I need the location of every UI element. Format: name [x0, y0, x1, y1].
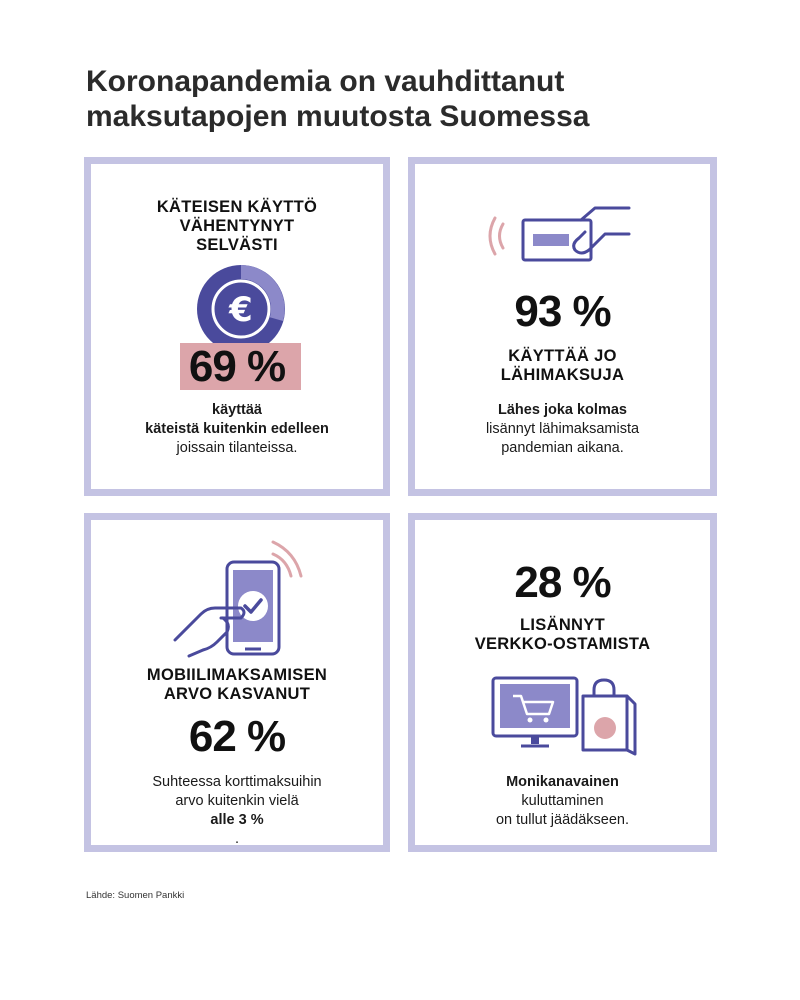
- contactless-desc-line-2: pandemian aikana.: [501, 440, 624, 456]
- cash-heading: [91, 198, 383, 255]
- cash-usage-card: [84, 157, 390, 496]
- cash-desc-line-3: joissain tilanteissa.: [176, 440, 298, 456]
- mobile-payment-icon: [165, 532, 315, 662]
- mobile-desc-line-1: Suhteessa korttimaksuihin: [152, 774, 322, 790]
- mobile-heading-line-2: ARVO KASVANUT: [163, 685, 311, 703]
- mobile-description: [91, 773, 383, 849]
- source-note: Lähde: Suomen Pankki: [86, 890, 185, 901]
- online-shopping-icon: [491, 674, 647, 756]
- mobile-heading: [91, 666, 383, 704]
- contactless-desc-line-1: lisännyt lähimaksamista: [485, 421, 640, 437]
- online-heading: [415, 616, 710, 654]
- cash-value: 69 %: [188, 342, 286, 391]
- online-heading-line-1: LISÄNNYT: [520, 616, 605, 634]
- contactless-desc-bold: Lähes joka kolmas: [498, 402, 627, 418]
- contactless-heading-line-2: LÄHIMAKSUJA: [500, 366, 625, 384]
- contactless-description: [415, 401, 710, 458]
- mobile-heading-line-1: MOBIILIMAKSAMISEN: [146, 666, 328, 684]
- online-value: 28 %: [514, 558, 611, 607]
- cash-heading-line-3: SELVÄSTI: [196, 236, 278, 254]
- online-desc-bold: Monikanavainen: [506, 774, 619, 790]
- cash-heading-line-1: KÄTEISEN KÄYTTÖ: [156, 198, 318, 216]
- online-shopping-card: [408, 513, 717, 852]
- page-title: [86, 64, 726, 134]
- mobile-desc-line-2: arvo kuitenkin vielä: [175, 793, 299, 809]
- online-heading-line-2: VERKKO-OSTAMISTA: [474, 635, 651, 653]
- mobile-desc-end: .: [234, 831, 240, 847]
- contactless-value: 93 %: [514, 287, 611, 336]
- mobile-value: 62 %: [188, 712, 286, 761]
- online-desc-line-1: kuluttaminen: [521, 793, 604, 809]
- contactless-heading: [415, 347, 710, 385]
- contactless-card-icon: [481, 198, 641, 274]
- mobile-payment-card: [84, 513, 390, 852]
- online-desc-line-2: on tullut jäädäkseen.: [495, 812, 629, 828]
- title-line-2: maksutapojen muutosta Suomessa: [86, 100, 590, 133]
- cash-desc-line-2: käteistä kuitenkin edelleen: [145, 421, 329, 437]
- mobile-desc-bold: alle 3 %: [210, 812, 264, 828]
- cash-description: [91, 401, 383, 458]
- cash-heading-line-2: VÄHENTYNYT: [179, 217, 295, 235]
- online-description: [415, 773, 710, 830]
- contactless-card: [408, 157, 717, 496]
- euro-symbol: €: [229, 290, 253, 330]
- contactless-heading-line-1: KÄYTTÄÄ JO: [508, 347, 617, 365]
- cash-desc-line-1: käyttää: [212, 402, 262, 418]
- title-line-1: Koronapandemia on vauhdittanut: [86, 65, 565, 98]
- mobile-desc-line-3: [91, 811, 383, 849]
